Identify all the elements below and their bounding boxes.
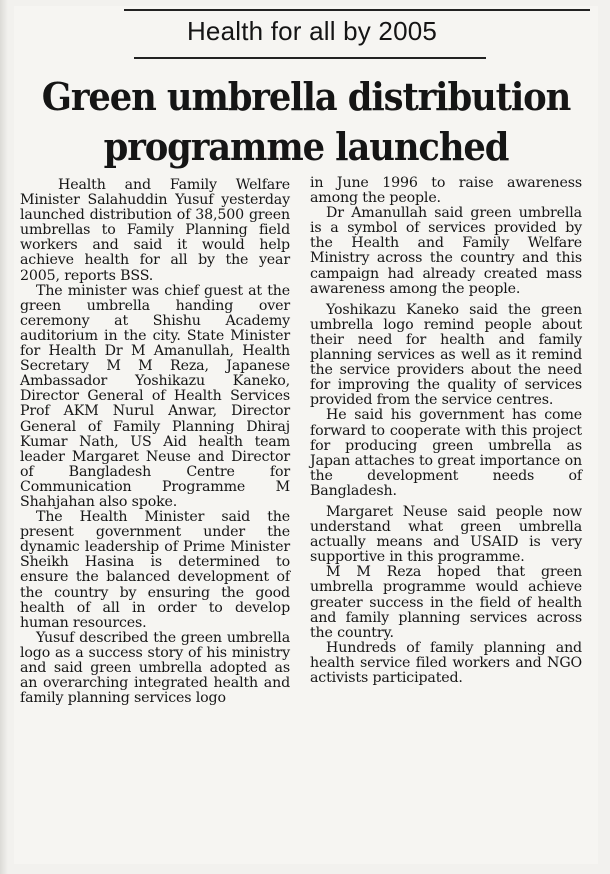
article-paragraph: Hundreds of family planning and health service filed workers and NGO activists participated. (310, 639, 582, 686)
kicker-rule (134, 57, 486, 59)
article-paragraph: The Health Minister said the present government under the dynamic leadership of Prime Minister Sheikh Hasina is determined to ensure the balanced development of the country by ensuring the good health of all in order to develop human resources. (20, 509, 290, 631)
article-paragraph: in June 1996 to raise awareness among the people. (310, 175, 582, 207)
newspaper-clipping (14, 6, 598, 864)
article-paragraph: Yusuf described the green umbrella logo as a success story of his ministry and said green umbrella adopted as an overarching integrated health and family planning services logo (20, 629, 290, 707)
article-paragraph: Margaret Neuse said people now understand what green umbrella actually means and USAID is very supportive in this programme. (310, 503, 582, 566)
kicker-heading: Health for all by 2005 (186, 16, 438, 46)
article-paragraph: He said his government has come forward to cooperate with this project for producing green umbrella as Japan attaches to great importance on the development needs of Bangladesh. (310, 407, 582, 499)
article-column-right (310, 176, 582, 686)
top-rule (124, 9, 590, 11)
page-edge-shadow (0, 0, 8, 874)
article-paragraph: Yoshikazu Kaneko said the green umbrella logo remind people about their need for health and family planning services as well as it remind the service providers about the need for improving the quality of services provided from the service centres. (310, 301, 582, 409)
article-paragraph: M M Reza hoped that green umbrella programme would achieve greater success in the field of health and family planning services across the country. (310, 564, 582, 641)
article-paragraph: Dr Amanullah said green umbrella is a symbol of services provided by the Health and Family Welfare Ministry across the country and this campaign had already created mass awareness among the people. (310, 205, 582, 297)
headline: Green umbrella distribution programme launched (41, 74, 571, 169)
article-paragraph: Health and Family Welfare Minister Salahuddin Yusuf yesterday launched distribution of 38,500 green umbrellas to Family Planning field workers and said it would help achieve health for all by the year 2005, reports BSS. (20, 177, 290, 284)
article-paragraph: The minister was chief guest at the green umbrella handing over ceremony at Shishu Academy auditorium in the city. State Minister for Health Dr M Amanullah, Health Secretary M M Reza, Japanese Ambassador Yoshikazu Kaneko, Director General of Health Services Prof AKM Nurul Anwar, Director General of Family Planning Dhiraj Kumar Nath, US Aid health team leader Margaret Neuse and Director of Bangladesh Centre for Communication Programme M Shahjahan also spoke. (20, 282, 290, 510)
article-column-left (20, 178, 290, 706)
